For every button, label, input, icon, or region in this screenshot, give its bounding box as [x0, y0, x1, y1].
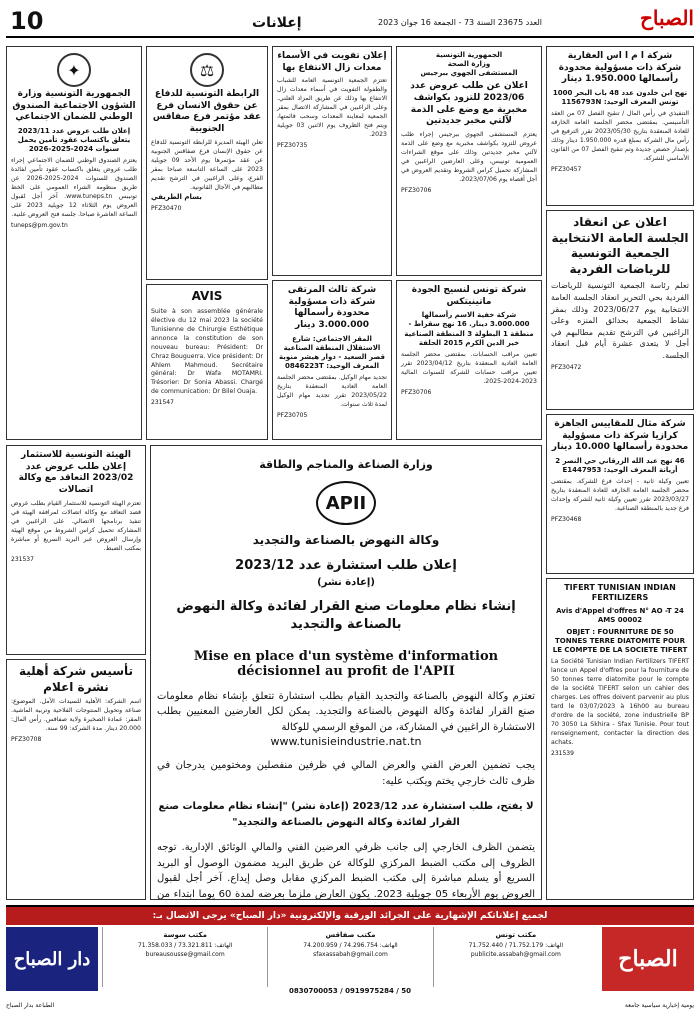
ad-title: اعلان عن انعقاد الجلسة العامة الانتخابية الجمعية التونسية للرياضات الفردية: [551, 215, 689, 276]
ad-investment-authority: [6, 445, 146, 655]
ad-title: AVIS: [191, 289, 223, 303]
ad-equipment-sale: [272, 46, 392, 276]
ad-ref: PFZ30457: [551, 166, 582, 174]
ad-human-rights-league: [146, 46, 268, 280]
ad-signature: بسام الطريفي: [151, 192, 202, 201]
ad-title: تأسيس شركة أهلية نشرة اعلام: [18, 664, 134, 694]
ad-cnss-tender: [6, 46, 142, 440]
ad-title: TIFERT TUNISIAN INDIAN FERTILIZERS: [564, 583, 676, 603]
ad-ref: PFZ30706: [401, 186, 432, 194]
agency-name: وكالة النهوض بالصناعة والتجديد: [252, 533, 440, 547]
ad-body-1: تعتزم وكالة النهوض بالصناعة والتجديد القيام بطلب استشارة تتعلق بإنشاء نظام معلومات صنع القرار لفائدة وكالة النهوض بالصناعة والتجديد. يمكن لكل العارضين المعنيين بطلب الاستشارة الراغبين في المشاركة، من الموقع الرسمي للوكالة: [157, 690, 535, 733]
footer-logo-dar-assabah: دار الصباح: [6, 927, 98, 991]
ad-apii-consultation: [150, 445, 542, 900]
ad-crazia: [546, 414, 694, 574]
ad-subtitle: نهج ابن خلدون عدد 48 باب البحر 1000 تونس المعرف الوحيد: 1156793N: [552, 89, 688, 107]
page-footer: [6, 905, 694, 1011]
footer-phone-line: 0830700053 / 0919975284 / 50: [288, 987, 411, 995]
agency-url: www.tunisieindustrie.nat.tn: [270, 735, 422, 749]
ad-body: تعتزم الهيئة التونسية للاستثمار القيام بطلب عروض قصد التعاقد مع وكالة اتصالات لمرافقة الهيئة في تنفيذ برنامجها الاتصالي. على الراغبين في المشاركة تحميل كراس الشروط من موقع الهيئة وإرسال العروض عبر البريد السريع أو مباشرة بمكتب الضبط.: [11, 499, 141, 552]
page-header: [6, 6, 694, 38]
contact-sousse: مكتب سوسة الهاتف: 73.321.811 / 71.358.033 bureausousse@gmail.com: [102, 927, 267, 987]
ad-body: تعلم رئاسة الجمعية التونسية للرياضات الفردية بحي التحرير انعقاد الجلسة العامة الانتخابية يوم 2023/06/27 وذلك بمقر نشاط الجمعية بحدائق المنزه وعلى الراغبين في الترشح تقديم مطالبهم في أجل لا يتعدى عشرة أيام قبل انعقاد الجلسة.: [551, 281, 689, 360]
ad-title: شركة ا م ا اس العقارية شركة ذات مسؤولية محدودة رأسمالها 1.950.000 دينار: [558, 51, 682, 85]
ad-ref: PFZ30735: [277, 142, 308, 150]
ad-ref: PFZ30708: [11, 736, 42, 744]
ad-ref: PFZ30468: [551, 516, 582, 524]
apii-logo-icon: APII: [316, 481, 376, 525]
ad-body: تعيين وكيلة ثانية - إحداث فرع للشركة. بمقتضى محضر الجلسة العامة الخارقة للعادة المنعقدة بتاريخ 2023/03/27 تقرر تعيين وكيلة ثانية للشركة وإحداث فرع جديد بالمنطقة الصناعية.: [551, 478, 689, 513]
page-number: 10: [10, 7, 44, 35]
ad-title: الهيئة التونسية للاستثمار إعلان طلب عروض عدد 2023/02 التعاقد مع وكالة اتصالات: [18, 450, 134, 496]
ad-ref: 231547: [151, 399, 174, 407]
footer-logo-assabah: الصباح: [602, 927, 694, 991]
ad-ref: PFZ30705: [277, 412, 308, 420]
ad-body: يعتزم المستشفى الجهوي ببرجيس إجراء طلب عروض للتزود بكواشف مخبرية مع وضع على الذمة لآلتي مخبر جديدتين وذلك على موقع الشراءات العمومية تونيبس، وعلى العارضين الراغبين في المشاركة تحميل كراس الشروط وتقديم العروض في أجل أقصاه يوم 2023/07/06.: [401, 131, 537, 183]
masthead-logo: الصباح: [639, 6, 694, 30]
ad-body: Suite à son assemblée générale élective du 12 mai 2023 la société Tunisienne de Chirurgie Esthétique annonce la constitution de son nouveau bureau: Président: Dr Chraz Bouguerra. Vice président: Dr Ahlem Mahmoud. Secrétaire général: Dr Wafa MOTAMRI. Trésorier: Dr Sonia Abassi. Chargé de communication: Dr Bilel Ouaja.: [151, 307, 263, 396]
ad-ams-realestate: [546, 46, 694, 206]
issue-line: العدد 23675 السنة 73 - الجمعة 16 جوان 2023: [378, 18, 542, 27]
ad-ref: 231539: [551, 750, 574, 758]
ad-subtitle: شركة خفية الاسم رأسمالها 3.000.000 دينار. 16 نهج سقراط - منطقة 1 البطولة 3 المنطقة الصناعية خير الدين الكرم 2015 الحلفة: [404, 311, 534, 347]
ad-body: التنفيذي في رأس المال / تنقيح الفصل 07 من العقد التأسيسي. بمقتضى محضر الجلسة العامة الخارقة للعادة المنعقدة بتاريخ 2023/05/30 تقرر الترفيع في رأس مال الشركة بمبلغ قدره 1.950.000 دينار وذلك بإصدار حصص جديدة وتم تنقيح الفصل 07 من القانون الأساسي للشركة.: [551, 110, 689, 163]
ad-community-company: [6, 659, 146, 900]
reissue-label: (إعادة نشر): [317, 577, 375, 589]
republic-emblem-icon: ✦: [57, 53, 91, 87]
subject-arabic: إنشاء نظام معلومات صنع القرار لفائدة وكالة النهوض بالصناعة والتجديد: [176, 599, 516, 633]
ad-ref: PFZ30706: [401, 388, 432, 396]
ad-election-association: [546, 210, 694, 410]
ad-subtitle: المقر الاجتماعي: شارع الاستقلال المنطقة الصناعية قصر السعيد - دوار هيشر منوبة المعرف الوحيد: 0846223T: [279, 334, 385, 371]
ministry-name: وزارة الصناعة والمناجم والطاقة: [259, 458, 433, 471]
ad-body: تعلن الهيئة المديرة للرابطة التونسية للدفاع عن حقوق الإنسان فرع صفاقس الجنوبية عن عقد مؤتمرها يوم الأحد 09 جويلية 2023 على الساعة التاسعة صباحا بمقر الفرع، وعلى الراغبين في الترشح تقديم مطالبهم في الآجال القانونية.: [151, 138, 263, 191]
ad-body: La Société Tunisian Indian Fertilizers TIFERT lance un Appel d'offres pour la fourniture de 50 tonnes terre diatomite pour le compte de la société TIFERT selon un cahier des charges. Les offres doivent parvenir au plus tard le 03/07/2023 à 16h00 au bureau d'ordre de la société, zone industrielle BP 70 3050 La Skhira - Sfax Tunisie. Pour tout renseignement, contacter la direction des achats.: [551, 658, 689, 747]
ad-header: الجمهورية التونسية وزارة الصحة المستشفى الجهوي ببرجيس: [420, 51, 518, 78]
contact-sfax: مكتب صفاقس الهاتف: 74.296.754 / 74.200.959 sfaxassabah@gmail.com: [267, 927, 432, 987]
ad-body: يعتزم الصندوق الوطني للضمان الاجتماعي إجراء طلب عروض يتعلق باكتساب عقود تأمين لفائدة الصندوق للسنوات 2024-2025-2026 عن طريق منظومة الشراء العمومي على الخط تونيبس www.tuneps.tn. آخر أجل لقبول العروض يوم الثلاثاء 12 جويلية 2023 على الساعة العاشرة صباحا. جلسة فتح العروض علنية.: [11, 157, 137, 219]
contact-tunis: مكتب تونس الهاتف: 71.752.179 / 71.752.440 publicite.assabah@gmail.com: [433, 927, 598, 987]
ad-hospital-tender: [396, 46, 542, 276]
ad-subtitle: 46 نهج عبد الله الزرقاني حي النصر 2 أريانة المعرف الوحيد: E1447953: [555, 457, 685, 475]
ad-body: اسم الشركة: الأهلية للسيدات الأمل. الموضوع: صناعة وتحويل المنتوجات الفلاحية وتربية الماشية. المقر: عمادة الصخيرة ولاية صفاقس. رأس المال: 20.000 دينار. مدة الشركة: 99 سنة.: [11, 698, 141, 733]
ad-ref: 231537: [11, 555, 34, 563]
consultation-title: إعلان طلب استشارة عدد 2023/12: [235, 558, 457, 573]
ad-tifert: [546, 578, 694, 900]
ad-body: تعيين مراقب الحسابات. بمقتضى محضر الجلسة العامة العادية المنعقدة بتاريخ 2023/04/12 تقرر تعيين مراقب حسابات للشركة للسنوات المالية 2023-2024-2025.: [401, 350, 537, 385]
ad-body-4: يتضمن الظرف الخارجي إلى جانب ظرفي العرضين الفني والمالي الوثائق الإدارية. توجه الظروف إلى مكتب الضبط المركزي للوكالة عن طريق البريد مضمون الوصول أو البريد السريع أو يسلم مباشرة إلى مكتب الضبط المركزي مقابل وصل إيداع. آخر أجل لقبول العروض يوم الأربعاء 05 جويلية 2023. يكون العارض ملزما بعرضه لمدة 60 يوما ابتداء من: [157, 842, 535, 900]
ad-ref: PFZ30470: [151, 204, 182, 212]
ad-avis-surgery: [146, 284, 268, 440]
subject-french: Mise en place d'un système d'information décisionnel au profit de l'APII: [193, 648, 499, 679]
ad-title: شركة تونس لنسيج الجودة ماتينيتكس: [411, 285, 527, 307]
ad-title: شركة ثالث المرتقى شركة ذات مسؤولية محدودة رأسمالها 3.000.000 دينار: [287, 285, 377, 331]
footer-banner: لجميع إعلاناتكم الإشهارية على الجرائد الورقية والإلكترونية «دار الصباح» يرجى الاتصال بـ:: [6, 907, 694, 925]
footer-tagline: يومية إخبارية سياسية جامعة: [624, 1002, 694, 1009]
ad-body-2: يجب تضمين العرض الفني والعرض المالي في ظرفين منفصلين ومختومين يدرجان في ظرف ثالث خارجي يختم ويكتب عليه:: [157, 760, 535, 787]
ad-matinitex: [396, 280, 542, 440]
footer-contacts: [102, 927, 598, 987]
ad-title: الرابطة التونسية للدفاع عن حقوق الانسان فرع عقد مؤتمر فرع صفاقس الجنوبية: [152, 89, 262, 135]
ad-title: إعلان تفويت في الأسماء معدات زال الانتفاع بها: [277, 51, 387, 73]
footer-print-note: الطباعة بدار الصباح: [6, 1002, 55, 1009]
league-logo-icon: ⚖: [190, 53, 224, 87]
ad-title: الجمهورية التونسية وزارة الشؤون الاجتماعية الصندوق الوطني للضمان الاجتماعي: [12, 89, 136, 123]
ad-object: OBJET : FOURNITURE DE 50 TONNES TERRE DIATOMITE POUR LE COMPTE DE LA SOCIETE TIFERT: [552, 627, 688, 655]
ad-title: اعلان عن طلب عروض عدد 2023/06 للتزود بكواشف مخبرية مع وضع على الذمة لآلتي مخبر جديدتين: [410, 81, 528, 127]
ad-body-3: لا يفتح، طلب استشارة عدد 2023/12 (إعادة نشر) "إنشاء نظام معلومات صنع القرار لفائدة وكالة النهوض بالصناعة والتجديد": [158, 801, 534, 828]
ad-thaleth-company: [272, 280, 392, 440]
section-title: إعلانات: [252, 15, 302, 31]
ad-body: تجديد مهام الوكيل. بمقتضى محضر الجلسة العامة العادية المنعقدة بتاريخ 2023/05/22 تقرر تجديد مهام الوكيل لمدة ثلاث سنوات.: [277, 374, 387, 409]
ad-subtitle: Avis d'Appel d'offres N° AO -T 24 AMS 00002: [556, 606, 684, 624]
ad-body: تعتزم الجمعية التونسية العامة للشباب والطفولة التفويت في أسماء معدات زال الانتفاع بها وذلك عن طريق المزاد العلني. وعلى الراغبين في المشاركة الاتصال بمقر الجمعية لمعاينة المعدات وسحب قائمتها، ويتم فتح الظروف يوم الاثنين 03 جويلية 2023.: [277, 77, 387, 139]
ad-title: شركة مثال للمقاييس الجاهزة كرازيا شركة ذات مسؤولية محدودة رأسمالها 10.000 دينار: [551, 419, 689, 453]
ad-contact: tuneps@pm.gov.tn: [11, 222, 68, 230]
ad-subtitle: إعلان طلب عروض عدد 2023/11 يتعلق باكتساب عقود تأمين يحمل سنوات 2024-2025-2026: [17, 127, 131, 154]
ad-ref: PFZ30472: [551, 363, 582, 371]
